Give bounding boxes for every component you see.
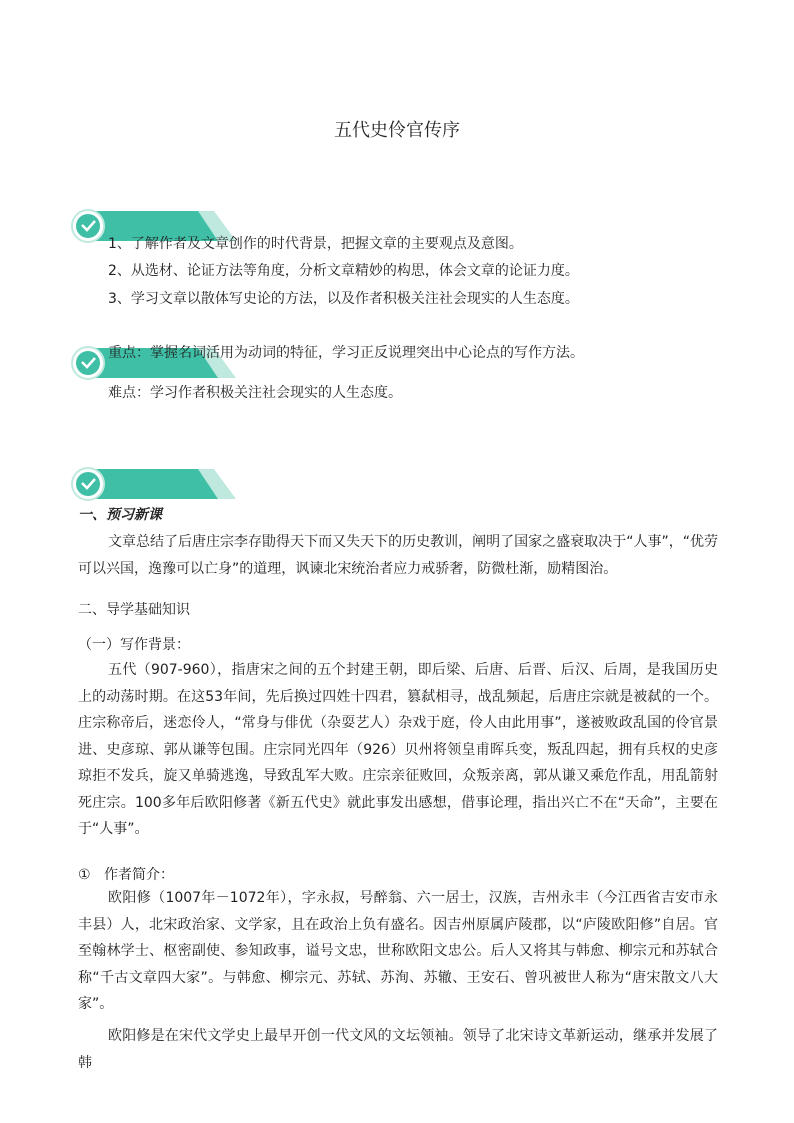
author-paragraph: 欧阳修（1007年－1072年），字永叔，号醉翁、六一居士，汉族，吉州永丰（今江西省吉安市永丰县）人，北宋政治家、文学家，且在政治上负有盛名。因吉州原属庐陵郡，以“庐陵欧阳修”自居。官至翰林学士、枢密副使、参知政事，谥号文忠，世称欧阳文忠公。后人又将其与韩愈、柳宗元和苏轼合称“千古文章四大家”。与韩愈、柳宗元、苏轼、苏洵、苏辙、王安石、曾巩被世人称为“唐宋散文八大家”。 — [78, 890, 718, 1012]
preview-paragraph: 文章总结了后唐庄宗李存勖得天下而又失天下的历史教训，阐明了国家之盛衰取决于“人事”，“优劳可以兴国，逸豫可以亡身”的道理，讽谏北宋统治者应力戒骄奢，防微杜渐，励精图治。 — [78, 534, 718, 577]
key-point-difficulty: 难点：学习作者积极关注社会现实的人生态度。 — [108, 385, 402, 401]
objective-item: 3、学习文章以散体写史论的方法，以及作者积极关注社会现实的人生态度。 — [108, 291, 579, 307]
author-heading: 作者简介： — [104, 867, 174, 883]
background-heading: （一）写作背景： — [78, 637, 190, 653]
guide-heading: 二、导学基础知识 — [78, 602, 190, 618]
objective-item: 2、从选材、论证方法等角度，分析文章精妙的构思，体会文章的论证力度。 — [108, 263, 579, 279]
key-point-focus: 重点：掌握名词活用为动词的特征，学习正反说理突出中心论点的写作方法。 — [108, 345, 584, 361]
author-marker: ① — [78, 867, 91, 883]
preview-heading: 一、预习新课 — [78, 507, 162, 523]
objective-item: 1、了解作者及文章创作的时代背景，把握文章的主要观点及意图。 — [108, 236, 523, 252]
author-paragraph: 欧阳修是在宋代文学史上最早开创一代文风的文坛领袖。领导了北宋诗文革新运动，继承并发展了韩 — [78, 1028, 718, 1071]
background-paragraph: 五代（907-960），指唐宋之间的五个封建王朝，即后梁、后唐、后晋、后汉、后周，是我国历史上的动荡时期。在这53年间，先后换过四姓十四君，篡弑相寻，战乱频起，后唐庄宗就是被弑的一个。庄宗称帝后，迷恋伶人，“常身与俳优（杂耍艺人）杂戏于庭，伶人由此用事”，遂被败政乱国的伶官景进、史彦琼、郭从谦等包围。庄宗同光四年（926）贝州将领皇甫晖兵变，叛乱四起，拥有兵权的史彦琼拒不发兵，旋又单骑逃逸，导致乱军大败。庄宗亲征败回，众叛亲离，郭从谦又乘危作乱，用乱箭射死庄宗。100多年后欧阳修著《新五代史》就此事发出感想，借事论理，指出兴亡不在“天命”，主要在于“人事”。 — [78, 662, 718, 837]
page-title: 五代史伶官传序 — [334, 120, 460, 141]
preview-section-badge — [66, 466, 226, 502]
